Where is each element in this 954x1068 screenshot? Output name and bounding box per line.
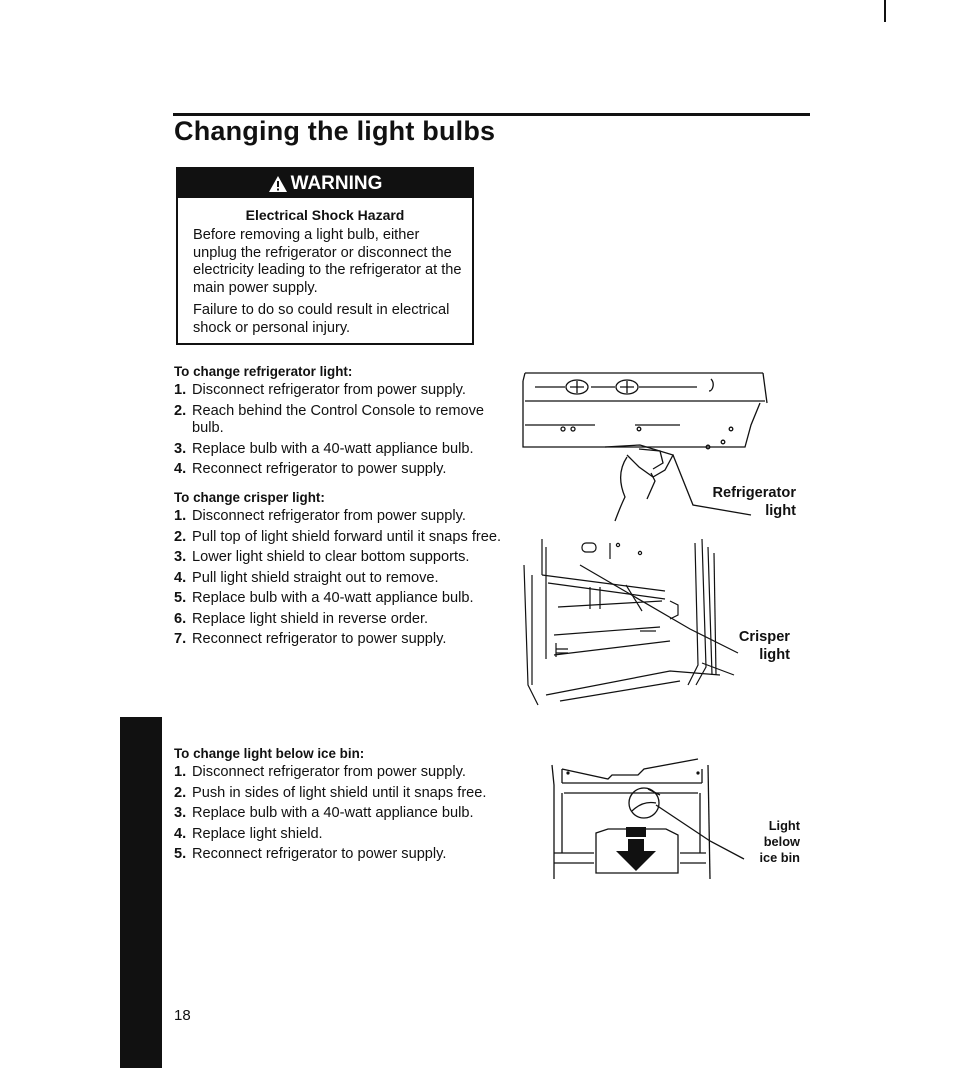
- ice-bin-light-illustration: [548, 755, 758, 885]
- chapter-tab: [120, 717, 162, 1068]
- step-text: Disconnect refrigerator from power supply.: [192, 382, 466, 398]
- step-list: [174, 764, 504, 864]
- section-ice-bin-light: [174, 746, 504, 867]
- warning-heading: WARNING: [290, 172, 383, 194]
- label-line: Refrigerator: [712, 485, 796, 501]
- refrigerator-light-label: [690, 484, 796, 520]
- step-text: Pull top of light shield forward until it snaps free.: [192, 528, 502, 545]
- list-item: 4. Replace light shield.: [174, 825, 323, 842]
- section-refrigerator-light: [174, 364, 504, 482]
- list-item: 4. Reconnect refrigerator to power supply.: [174, 461, 447, 477]
- section-heading: To change light below ice bin:: [174, 746, 365, 761]
- warning-header: [178, 169, 472, 198]
- step-text: Push in sides of light shield until it snaps free.: [192, 784, 487, 801]
- label-line: ice bin: [759, 850, 800, 865]
- warning-box: [176, 167, 474, 345]
- warning-paragraph: Before removing a light bulb, either unplug the refrigerator or disconnect the electricity leading to the refrigerator at the main power supply.: [193, 227, 462, 296]
- step-text: Replace bulb with a 40-watt appliance bulb.: [192, 590, 474, 606]
- list-item: 5. Reconnect refrigerator to power supply.: [174, 846, 447, 862]
- list-item: 6. Replace light shield in reverse order.: [174, 610, 429, 627]
- list-item: 2. Reach behind the Control Console to remove bulb.: [174, 402, 485, 436]
- step-text: Pull light shield straight out to remove.: [192, 569, 439, 586]
- label-line: light: [765, 503, 796, 519]
- page-title: Changing the light bulbs: [174, 116, 496, 146]
- step-text: Reconnect refrigerator to power supply.: [192, 846, 447, 862]
- warning-triangle-icon: [268, 175, 288, 193]
- step-text: Replace light shield.: [192, 825, 323, 842]
- label-line: Light: [768, 818, 800, 833]
- section-crisper-light: [174, 490, 504, 652]
- warning-paragraph: Failure to do so could result in electrical shock or personal injury.: [193, 302, 450, 336]
- ice-bin-light-label: [740, 818, 800, 866]
- step-text: Reconnect refrigerator to power supply.: [192, 461, 447, 477]
- step-text: Reach behind the Control Console to remove bulb.: [192, 402, 485, 436]
- step-list: [174, 382, 504, 479]
- label-line: Crisper: [738, 629, 790, 645]
- label-line: light: [759, 647, 790, 663]
- corner-mark: [884, 0, 886, 22]
- list-item: 2. Pull top of light shield forward until it snaps free.: [174, 528, 502, 545]
- step-text: Replace bulb with a 40-watt appliance bulb.: [192, 805, 474, 821]
- step-text: Disconnect refrigerator from power supply.: [192, 764, 466, 780]
- section-heading: To change refrigerator light:: [174, 364, 353, 379]
- crisper-light-illustration: [520, 535, 740, 707]
- list-item: 4. Pull light shield straight out to remove.: [174, 569, 439, 586]
- list-item: 1. Disconnect refrigerator from power supply.: [174, 764, 466, 780]
- step-list: [174, 508, 504, 649]
- list-item: 3. Replace bulb with a 40-watt appliance bulb.: [174, 440, 474, 457]
- list-item: 5. Replace bulb with a 40-watt appliance bulb.: [174, 590, 474, 606]
- list-item: 1. Disconnect refrigerator from power supply.: [174, 508, 466, 524]
- step-text: Replace light shield in reverse order.: [192, 610, 429, 627]
- warning-subheading: Electrical Shock Hazard: [245, 207, 405, 223]
- label-line: below: [763, 834, 800, 849]
- list-item: 1. Disconnect refrigerator from power supply.: [174, 382, 466, 398]
- step-text: Reconnect refrigerator to power supply.: [192, 631, 447, 647]
- list-item: 7. Reconnect refrigerator to power supply.: [174, 631, 447, 647]
- list-item: 3. Replace bulb with a 40-watt appliance bulb.: [174, 805, 474, 821]
- section-heading: To change crisper light:: [174, 490, 325, 505]
- list-item: 2. Push in sides of light shield until it snaps free.: [174, 784, 487, 801]
- step-text: Lower light shield to clear bottom supports.: [192, 549, 470, 565]
- list-item: 3. Lower light shield to clear bottom supports.: [174, 549, 470, 565]
- page-number: 18: [174, 1007, 191, 1024]
- crisper-light-label: [710, 628, 790, 664]
- step-text: Disconnect refrigerator from power supply.: [192, 508, 466, 524]
- step-text: Replace bulb with a 40-watt appliance bulb.: [192, 440, 474, 457]
